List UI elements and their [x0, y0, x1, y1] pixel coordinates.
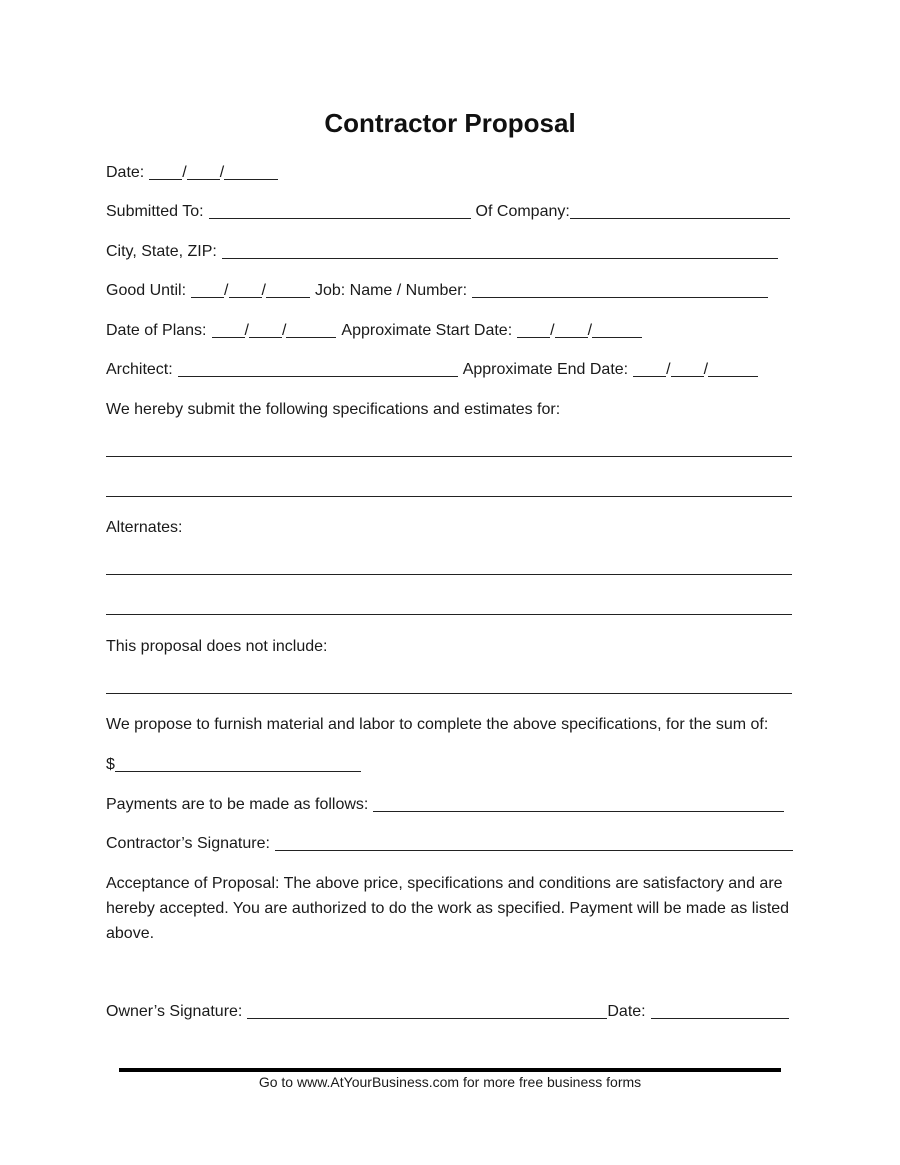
payments-label: Payments are to be made as follows:: [106, 796, 369, 813]
date-month-field[interactable]: [149, 178, 182, 180]
good-until-year-field[interactable]: [266, 296, 310, 298]
specifications-intro: We hereby submit the following specifications and estimates for:: [106, 401, 561, 418]
not-include-label: This proposal does not include:: [106, 638, 328, 655]
good-until-month-field[interactable]: [191, 296, 224, 298]
approx-start-date-label: Approximate Start Date:: [341, 322, 513, 339]
end-month-field[interactable]: [633, 375, 666, 377]
alternates-line-1[interactable]: [106, 574, 792, 575]
footer-divider: [119, 1068, 781, 1072]
owner-signature-row: [106, 1003, 789, 1021]
architect-field[interactable]: [178, 375, 458, 377]
plans-day-field[interactable]: [249, 336, 282, 338]
good-until-day-field[interactable]: [229, 296, 262, 298]
alternates-label: Alternates:: [106, 519, 183, 536]
plans-month-field[interactable]: [212, 336, 245, 338]
alternates-line-2[interactable]: [106, 614, 792, 615]
end-day-field[interactable]: [671, 375, 704, 377]
specifications-line-1[interactable]: [106, 456, 792, 457]
submitted-to-field[interactable]: [209, 217, 471, 219]
end-year-field[interactable]: [708, 375, 758, 377]
specifications-line-2[interactable]: [106, 496, 792, 497]
date-row: Date: / /: [106, 164, 278, 182]
dollar-sign: $: [106, 756, 115, 773]
architect-row: Architect: Approximate End Date: / /: [106, 361, 758, 379]
owner-signature-field[interactable]: [247, 1017, 607, 1019]
contractor-signature-field[interactable]: [275, 849, 793, 851]
footer-text: Go to www.AtYourBusiness.com for more free business forms: [258, 1074, 642, 1090]
owner-date-label: Date:: [607, 1003, 646, 1020]
start-year-field[interactable]: [592, 336, 642, 338]
submitted-to-row: [106, 203, 790, 221]
owner-date-field[interactable]: [651, 1017, 789, 1019]
sum-field[interactable]: [115, 770, 361, 772]
good-until-row: Good Until: / / Job: Name / Number:: [106, 282, 768, 300]
contractor-signature-row: [106, 835, 793, 853]
plans-year-field[interactable]: [286, 336, 336, 338]
submitted-to-label: Submitted To:: [106, 203, 204, 220]
city-state-zip-row: [106, 243, 778, 261]
approx-end-date-label: Approximate End Date:: [462, 361, 629, 378]
payments-row: [106, 796, 784, 814]
architect-label: Architect:: [106, 361, 173, 378]
job-name-number-label: Job: Name / Number:: [314, 282, 468, 299]
date-label: Date:: [106, 164, 145, 181]
of-company-label: Of Company:: [475, 203, 570, 220]
job-name-number-field[interactable]: [472, 296, 768, 298]
date-day-field[interactable]: [187, 178, 220, 180]
owner-signature-label: Owner’s Signature:: [106, 1003, 243, 1020]
payments-field[interactable]: [373, 810, 784, 812]
city-state-zip-field[interactable]: [222, 257, 778, 259]
date-of-plans-label: Date of Plans:: [106, 322, 207, 339]
start-day-field[interactable]: [555, 336, 588, 338]
not-include-line[interactable]: [106, 693, 792, 694]
date-of-plans-row: Date of Plans: / / Approximate Start Date: / /: [106, 322, 642, 340]
city-state-zip-label: City, State, ZIP:: [106, 243, 217, 260]
start-month-field[interactable]: [517, 336, 550, 338]
date-year-field[interactable]: [224, 178, 278, 180]
acceptance-paragraph: Acceptance of Proposal: The above price, specifications and conditions are satisfactory and are hereby accepted. You are authorized to do the work as specified. Payment will be made as listed above.: [106, 875, 790, 942]
sum-row: [106, 756, 361, 774]
contractor-signature-label: Contractor’s Signature:: [106, 835, 270, 852]
page-title: Contractor Proposal: [324, 108, 576, 138]
good-until-label: Good Until:: [106, 282, 187, 299]
of-company-field[interactable]: [570, 217, 790, 219]
furnish-statement: We propose to furnish material and labor to complete the above specifications, for the sum of:: [106, 716, 769, 733]
